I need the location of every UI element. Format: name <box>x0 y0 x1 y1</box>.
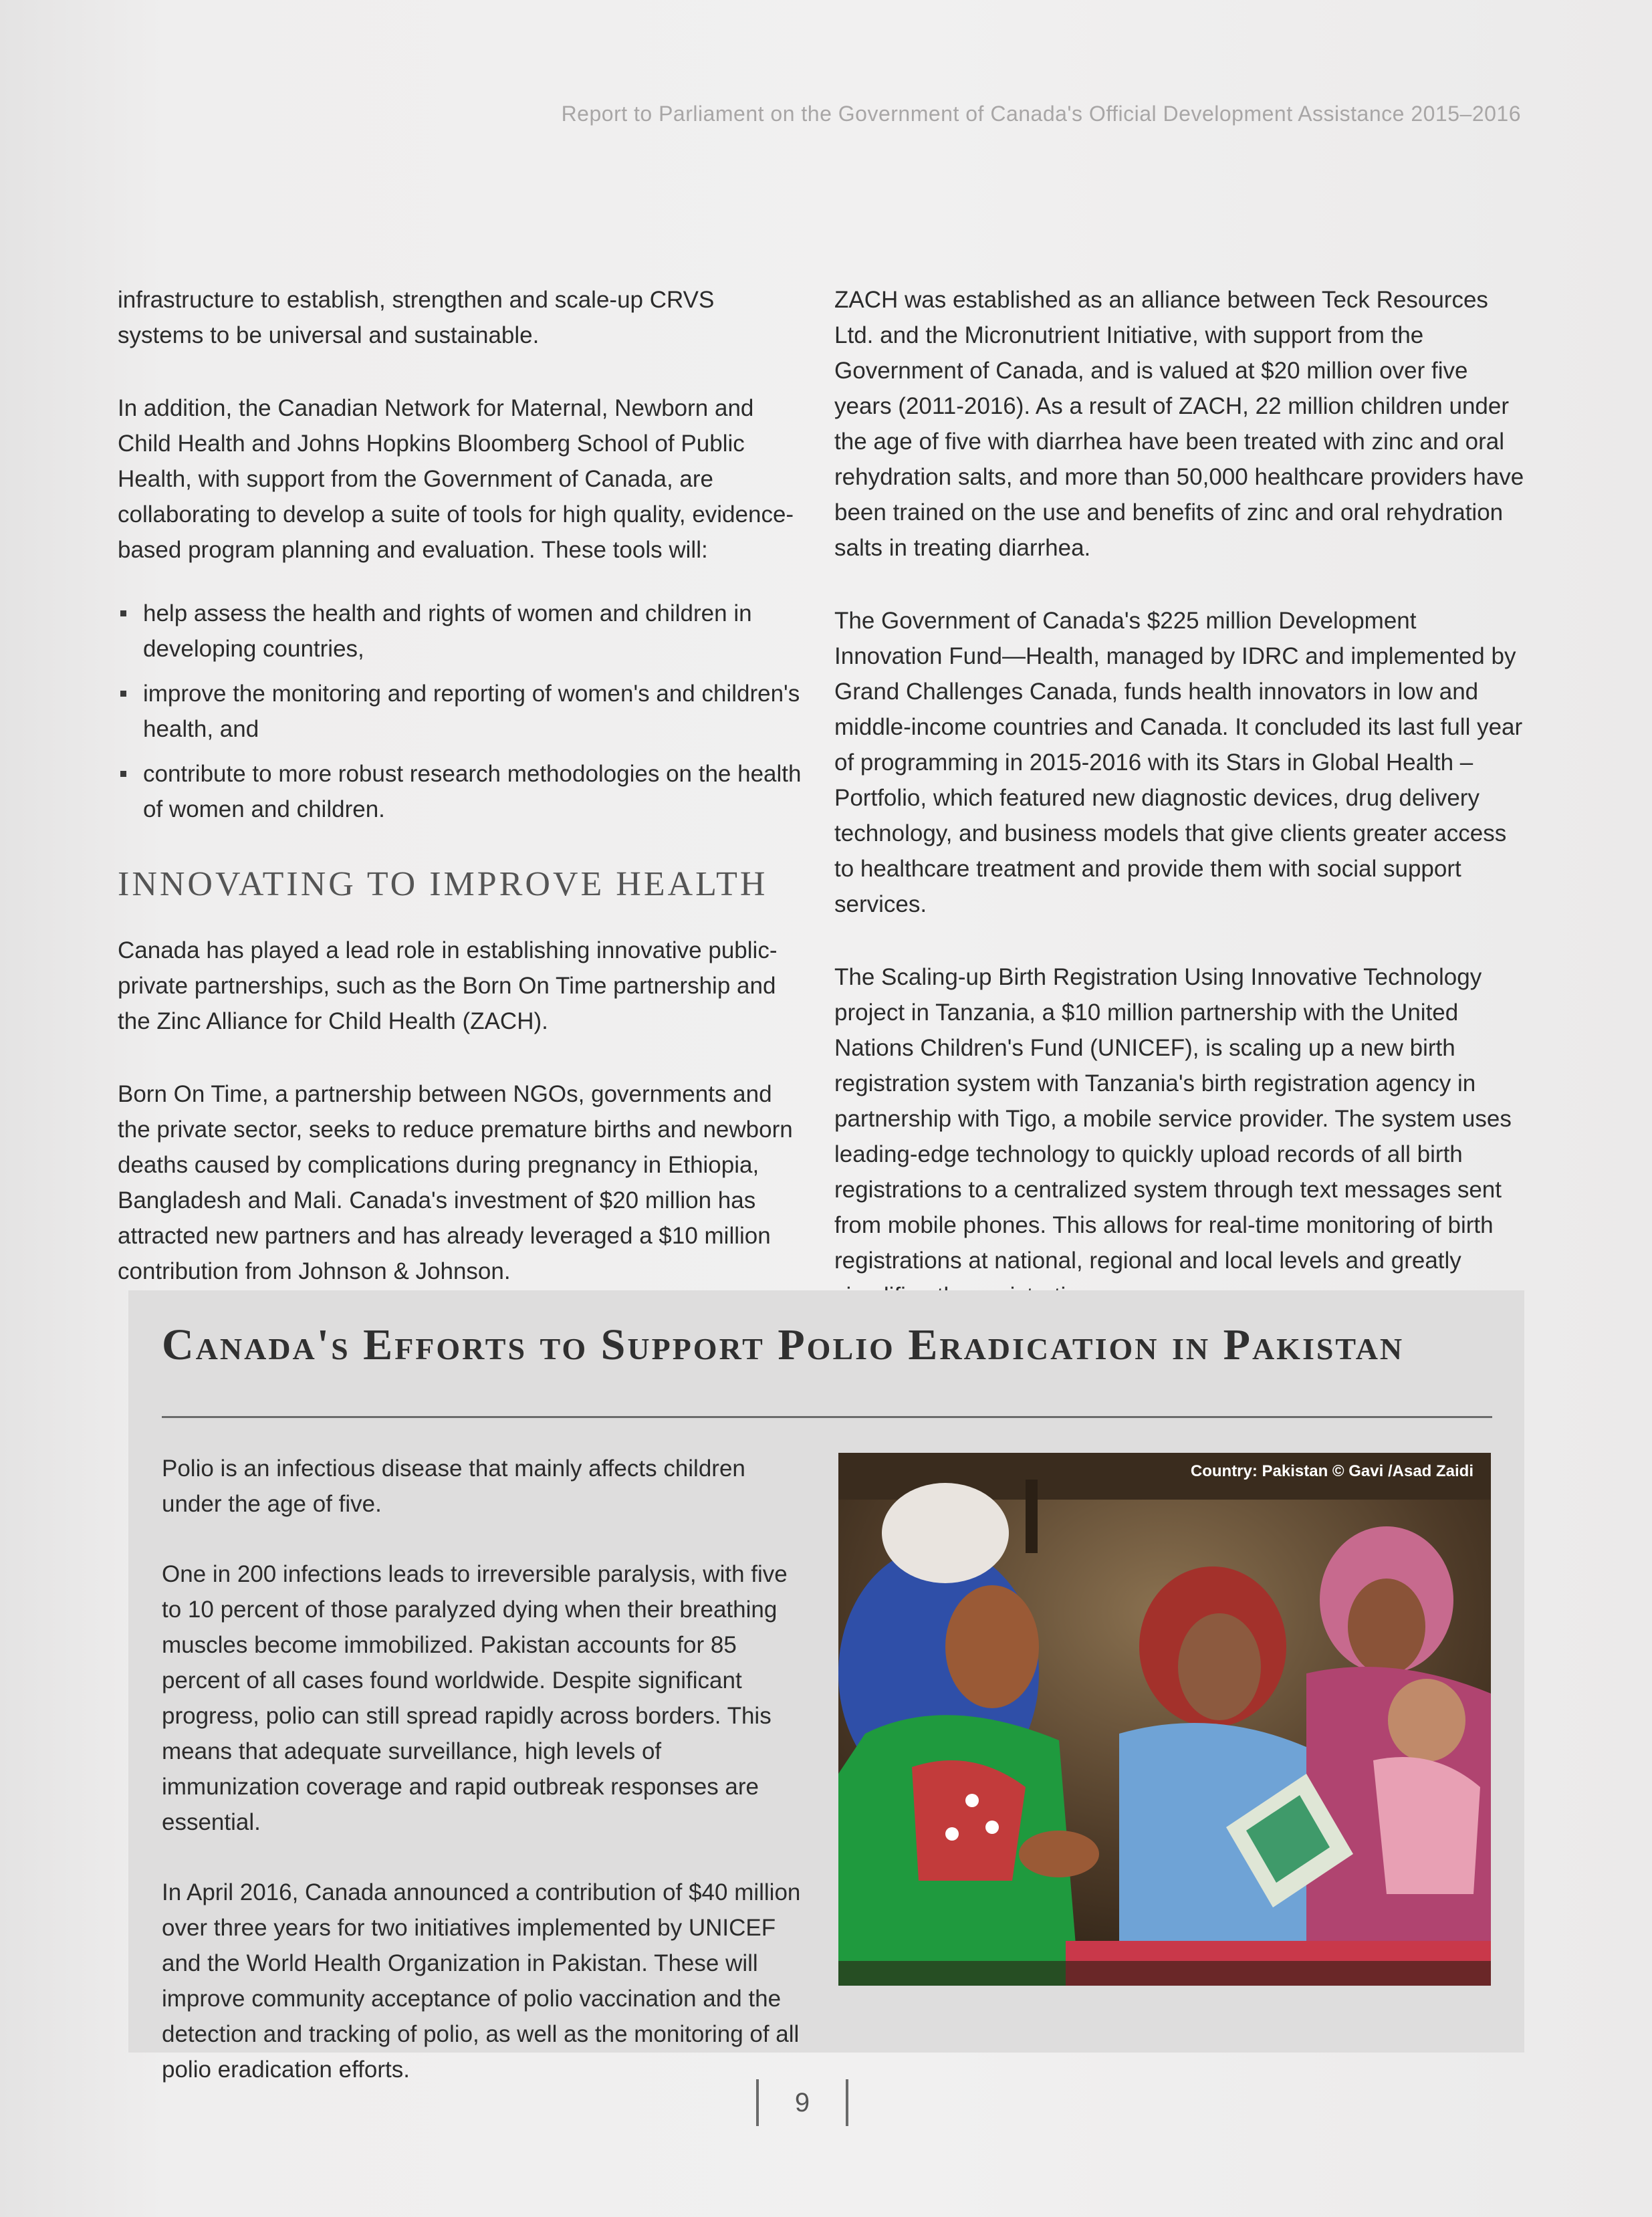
box-text <box>162 1451 804 2122</box>
page-number-text: 9 <box>794 2087 810 2117</box>
paragraph: In addition, the Canadian Network for Maternal, Newborn and Child Health and Johns Hopkins Bloomberg School of Public Health, with support from the Government of Canada, are collaborating to develop a suite of tools for high quality, evidence-based program planning and evaluation. These tools will: <box>118 395 794 563</box>
paragraph: infrastructure to establish, strengthen and scale-up CRVS systems to be universal and sustainable. <box>118 287 715 348</box>
paragraph: ZACH was established as an alliance between Teck Resources Ltd. and the Micronutrient Initiative, with support from the Government of Canada, and is valued at $20 million over five years (2011-2016). As a result of ZACH, 22 million children under the age of five with diarrhea have been treated with zinc and oral rehydration salts, and more than 50,000 healthcare providers have been trained on the use and benefits of zinc and oral rehydration salts in treating diarrhea. <box>834 287 1524 561</box>
list-item: improve the monitoring and reporting of women's and children's health, and <box>118 676 806 747</box>
list-item: contribute to more robust research methodologies on the health of women and children. <box>118 756 806 827</box>
paragraph: Canada has played a lead role in establishing innovative public-private partnerships, such as the Born On Time partnership and the Zinc Alliance for Child Health (ZACH). <box>118 937 778 1034</box>
divider <box>756 2079 759 2126</box>
left-column <box>118 282 806 1326</box>
photo-credit: Country: Pakistan © Gavi /Asad Zaidi <box>1190 1462 1473 1480</box>
square-bullet-icon <box>120 610 126 616</box>
square-bullet-icon <box>120 691 126 697</box>
paragraph: The Government of Canada's $225 million Development Innovation Fund—Health, managed by IDRC and implemented by Grand Challenges Canada, funds health innovators in low and middle-income countries and Canada. It concluded its last full year of programming in 2015-2016 with its Stars in Global Health – Portfolio, which featured new diagnostic devices, drug delivery technology, and business models that give clients greater access to healthcare treatment and provide them with social support services. <box>834 608 1523 917</box>
bullet-list <box>118 596 806 827</box>
photo-illustration <box>838 1453 1491 1986</box>
running-header: Report to Parliament on the Government of Canada's Official Development Assistance 2015–2016 <box>561 102 1521 126</box>
divider <box>846 2079 848 2126</box>
paragraph: One in 200 infections leads to irreversible paralysis, with five to 10 percent of those paralyzed dying when their breathing muscles become immobilized. Pakistan accounts for 85 percent of all cases found worldwide. Despite significant progress, polio can still spread rapidly across borders. This means that adequate surveillance, high levels of immunization coverage and rapid outbreak responses are essential. <box>162 1561 788 1835</box>
section-heading: INNOVATING TO IMPROVE HEALTH <box>118 865 768 903</box>
right-column <box>834 282 1530 1351</box>
photo-women-with-child <box>838 1453 1491 1986</box>
paragraph: In April 2016, Canada announced a contribution of $40 million over three years for two initiatives implemented by UNICEF and the World Health Organization in Pakistan. These will improve community acceptance of polio vaccination and the detection and tracking of polio, as well as the monitoring of all polio eradication efforts. <box>162 1879 801 2083</box>
paragraph: The Scaling-up Birth Registration Using Innovative Technology project in Tanzania, a $10 million partnership with the United Nations Children's Fund (UNICEF), is scaling up a new birth registration system with Tanzania's birth registration agency in partnership with Tigo, a mobile service provider. The system uses leading-edge technology to quickly upload records of all birth registrations to a centralized system through text messages sent from mobile phones. This allows for real-time monitoring of birth registrations at national, regional and local levels and greatly <box>834 964 1512 1274</box>
list-item: help assess the health and rights of women and children in developing countries, <box>118 596 806 667</box>
page-number <box>729 2079 876 2126</box>
paragraph: Polio is an infectious disease that mainly affects children under the age of five. <box>162 1455 745 1517</box>
title-rule <box>162 1416 1492 1418</box>
paragraph: Born On Time, a partnership between NGOs, governments and the private sector, seeks to reduce premature births and newborn deaths caused by complications during pregnancy in Ethiopia, Bangladesh and Mali. Canada's investment of $20 million has attracted new partners and has already leveraged a $10 million contribution from Johnson & Johnson. <box>118 1081 793 1284</box>
box-title: Canada's Efforts to Support Polio Eradication in Pakistan <box>162 1320 1405 1369</box>
square-bullet-icon <box>120 771 126 777</box>
